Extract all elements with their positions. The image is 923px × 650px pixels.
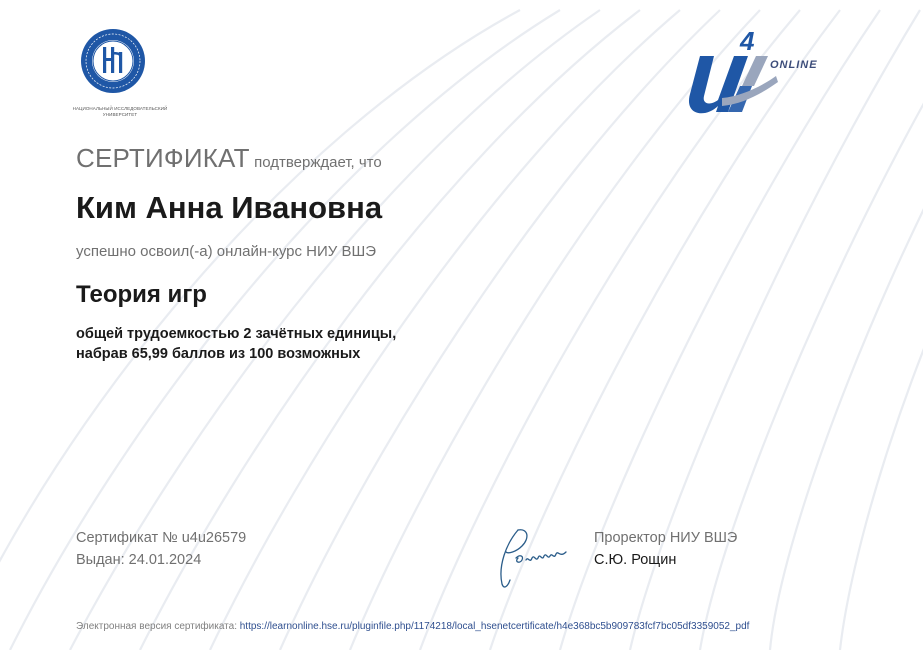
certificate-title: СЕРТИФИКАТ [76,143,250,173]
certificate-heading [76,143,382,174]
footer-label: Электронная версия сертификата: [76,621,240,632]
certificate-link[interactable]: https://learnonline.hse.ru/pluginfile.php/1174218/local_hsenetcertificate/h4e368bc5b909783fcf7bc05df3359052_pdf [239,621,750,632]
hse-caption [70,106,170,118]
credits-text: общей трудоемкостью 2 зачётных единицы, [76,326,397,342]
recipient-name: Ким Анна Ивановна [76,190,383,225]
issue-date: Выдан: 24.01.2024 [76,552,202,568]
confirms-text: подтверждает, что [254,154,382,171]
hse-caption-line1: НАЦИОНАЛЬНЫЙ ИССЛЕДОВАТЕЛЬСКИЙ [72,106,168,111]
certificate-number: Сертификат № u4u26579 [76,530,247,546]
score-text: набрав 65,99 баллов из 100 возможных [76,346,361,362]
signer-name: С.Ю. Рощин [594,552,677,568]
signer-title: Проректор НИУ ВШЭ [594,530,738,546]
hse-caption-line2: УНИВЕРСИТЕТ [102,112,138,117]
mastered-text: успешно освоил(-а) онлайн-курс НИУ ВШЭ [76,243,377,260]
online-label: ONLINE [770,59,818,71]
u4-superscript: 4 [740,26,755,56]
course-title: Теория игр [76,281,207,308]
hse-logo [80,28,146,94]
u4-online-logo [682,26,822,122]
footer [76,621,749,632]
signature-image [494,524,578,594]
